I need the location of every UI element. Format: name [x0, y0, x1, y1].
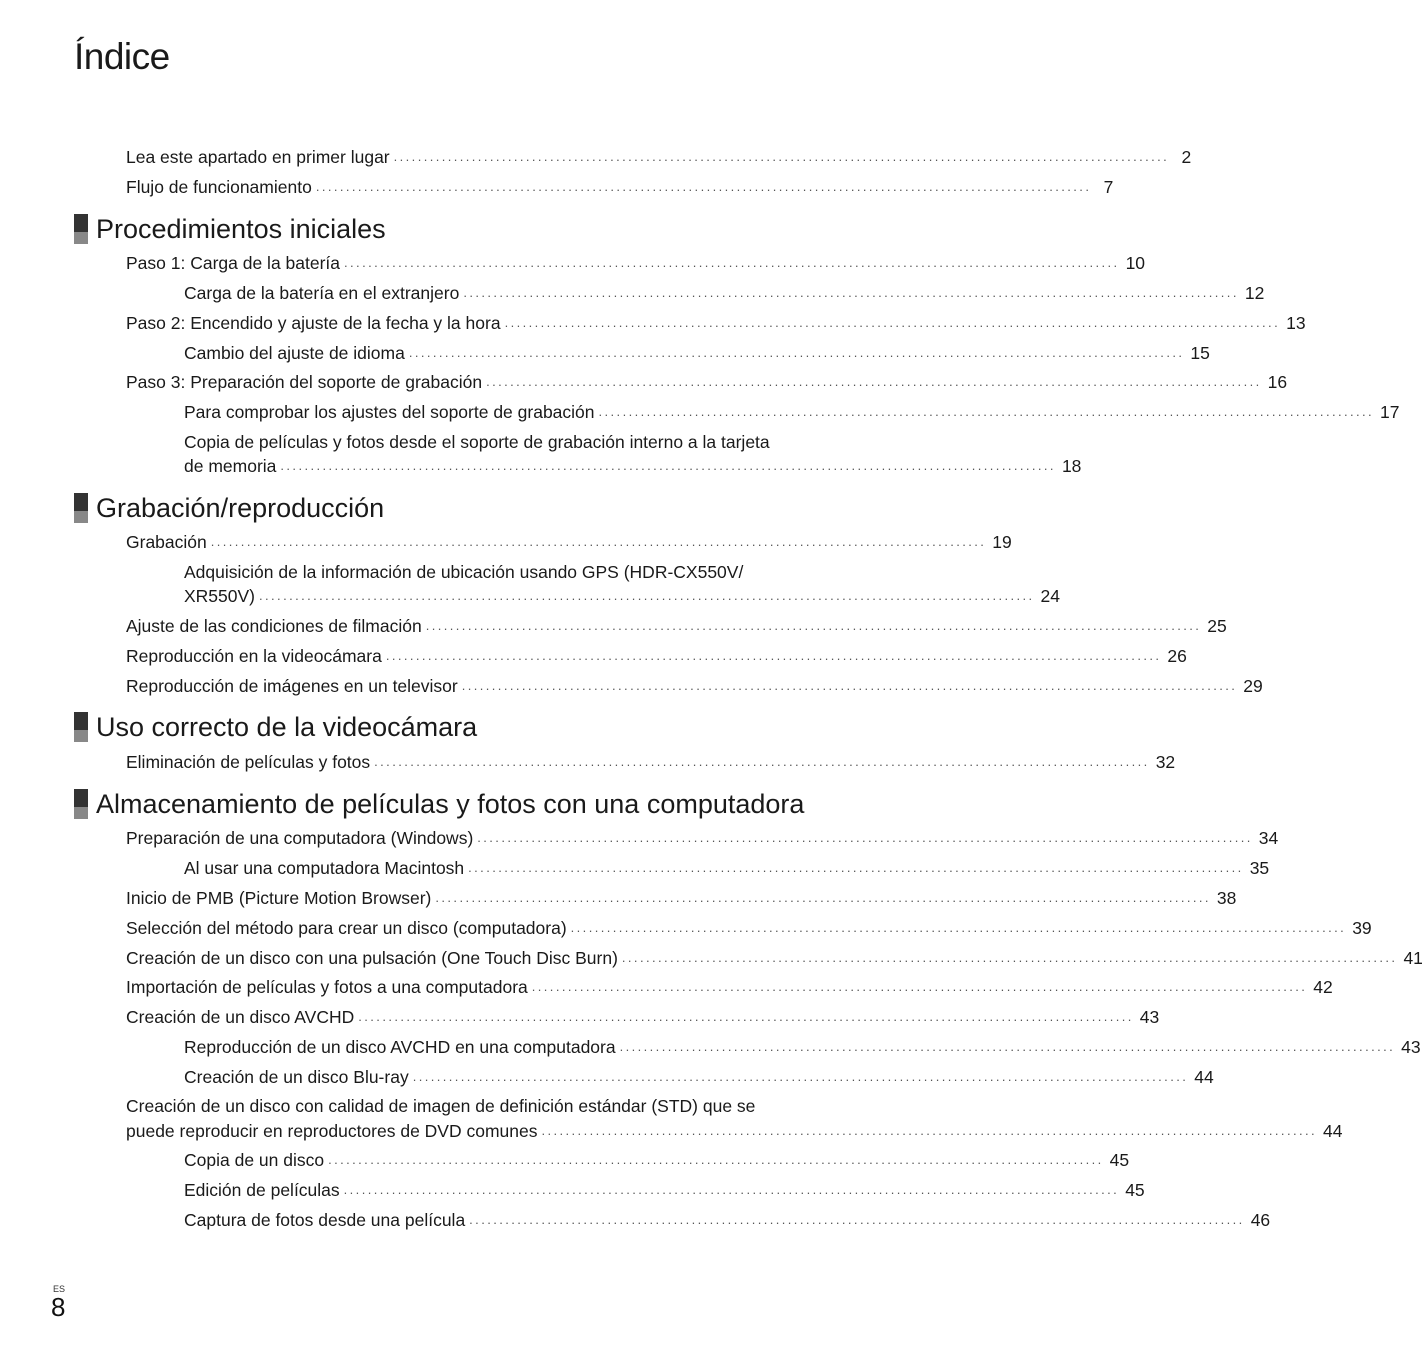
toc-entry-page: 44 — [1194, 1067, 1214, 1087]
toc-entry[interactable]: de memoria ................................................................................................................................. 18 — [184, 456, 1082, 476]
section-marker-icon — [74, 712, 88, 742]
toc-entry[interactable]: Flujo de funcionamiento ................................................................................................................................. 7 — [126, 177, 1114, 197]
toc-entry-page: 7 — [1103, 177, 1114, 197]
section-title: Procedimientos iniciales — [96, 214, 386, 244]
toc-entry-page: 25 — [1207, 616, 1227, 636]
toc-entry-text: Lea este apartado en primer lugar — [126, 145, 394, 169]
section-heading — [74, 711, 477, 743]
toc-entry-page: 16 — [1267, 372, 1288, 392]
toc-entry[interactable]: Reproducción de un disco AVCHD en una computadora ................................................................................................................................. 43 — [184, 1037, 1421, 1057]
toc-entry-text-line1: Copia de películas y fotos desde el soporte de grabación interno a la tarjeta — [184, 432, 770, 452]
footer-page-number: 8 — [51, 1292, 66, 1322]
toc-entry-page: 19 — [992, 532, 1012, 552]
toc-entry-text-line1: Creación de un disco con calidad de imagen de definición estándar (STD) que se — [126, 1096, 756, 1116]
toc-entry-text: Reproducción de un disco AVCHD en una computadora — [184, 1035, 620, 1059]
toc-entry-text: Paso 1: Carga de la batería — [126, 251, 344, 275]
toc-entry[interactable]: XR550V) ................................................................................................................................. 24 — [184, 586, 1061, 606]
toc-entry-text: Creación de un disco Blu-ray — [184, 1065, 413, 1089]
toc-entry-text: Captura de fotos desde una película — [184, 1208, 469, 1232]
section-title: Uso correcto de la videocámara — [96, 712, 478, 742]
toc-entry[interactable]: Edición de películas ................................................................................................................................. 45 — [184, 1180, 1145, 1200]
toc-entry-page: 43 — [1401, 1037, 1421, 1057]
toc-entry-page: 24 — [1040, 586, 1061, 606]
toc-entry-page: 32 — [1155, 752, 1176, 772]
toc-entry[interactable]: Inicio de PMB (Picture Motion Browser) ................................................................................................................................. 38 — [126, 888, 1237, 908]
toc-entry-text: Selección del método para crear un disco (computadora) — [126, 916, 571, 940]
toc-entry-text: Creación de un disco AVCHD — [126, 1005, 358, 1029]
toc-entry-page: 17 — [1380, 402, 1400, 422]
toc-entry-text: Inicio de PMB (Picture Motion Browser) — [126, 886, 435, 910]
toc-entry[interactable]: Paso 2: Encendido y ajuste de la fecha y la hora ................................................................................................................................. 13 — [126, 313, 1306, 333]
toc-entry[interactable]: puede reproducir en reproductores de DVD comunes ................................................................................................................................. 44 — [126, 1121, 1343, 1141]
section-title: Grabación/reproducción — [96, 493, 385, 523]
toc-entry[interactable]: Importación de películas y fotos a una computadora ................................................................................................................................. 42 — [126, 977, 1333, 997]
toc-entry-text: Ajuste de las condiciones de filmación — [126, 614, 426, 638]
section-marker-icon — [74, 493, 88, 523]
toc-entry[interactable]: Creación de un disco con una pulsación (One Touch Disc Burn) ................................................................................................................................. 41 — [126, 948, 1423, 968]
toc-entry-page: 15 — [1190, 343, 1210, 363]
toc-entry-text: Creación de un disco con una pulsación (One Touch Disc Burn) — [126, 946, 622, 970]
section-title: Almacenamiento de películas y fotos con una computadora — [96, 789, 805, 819]
toc-entry-text: Preparación de una computadora (Windows) — [126, 826, 477, 850]
toc-entry-text: Al usar una computadora Macintosh — [184, 856, 468, 880]
toc-entry-text: Paso 3: Preparación del soporte de grabación — [126, 370, 486, 394]
toc-entry-page: 34 — [1258, 828, 1279, 848]
toc-entry[interactable]: Paso 3: Preparación del soporte de grabación ................................................................................................................................. 16 — [126, 372, 1288, 392]
toc-entry-text: Grabación — [126, 530, 211, 554]
section-heading — [74, 492, 384, 524]
toc-entry[interactable]: Selección del método para crear un disco (computadora) ................................................................................................................................. 39 — [126, 918, 1372, 938]
toc-entry-text: Para comprobar los ajustes del soporte de grabación — [184, 400, 599, 424]
toc-entry-page: 39 — [1352, 918, 1372, 938]
toc-entry-page: 43 — [1139, 1007, 1160, 1027]
toc-entry[interactable]: Para comprobar los ajustes del soporte de grabación ................................................................................................................................. 17 — [184, 402, 1400, 422]
toc-entry[interactable]: Copia de un disco ................................................................................................................................. 45 — [184, 1150, 1130, 1170]
toc-entry-page: 29 — [1243, 676, 1263, 696]
toc-entry[interactable]: Grabación ................................................................................................................................. 19 — [126, 532, 1012, 552]
toc-entry[interactable]: Preparación de una computadora (Windows) ................................................................................................................................. 34 — [126, 828, 1279, 848]
toc-entry-text: Reproducción de imágenes en un televisor — [126, 674, 462, 698]
toc-entry-page: 41 — [1403, 948, 1423, 968]
toc-entry-text: Eliminación de películas y fotos — [126, 750, 374, 774]
toc-entry-text: de memoria — [184, 454, 280, 478]
section-heading — [74, 788, 804, 820]
toc-entry-page: 42 — [1313, 977, 1333, 997]
toc-entry[interactable]: Ajuste de las condiciones de filmación ................................................................................................................................. 25 — [126, 616, 1227, 636]
toc-entry[interactable]: Lea este apartado en primer lugar ................................................................................................................................. 2 — [126, 147, 1192, 167]
toc-entry-page: 38 — [1216, 888, 1237, 908]
toc-entry-text: Edición de películas — [184, 1178, 344, 1202]
toc-entry[interactable]: Eliminación de películas y fotos ................................................................................................................................. 32 — [126, 752, 1176, 772]
toc-entry-text: puede reproducir en reproductores de DVD comunes — [126, 1119, 541, 1143]
toc-entry-text: Flujo de funcionamiento — [126, 175, 316, 199]
toc-entry-page: 12 — [1244, 283, 1265, 303]
toc-entry[interactable]: Creación de un disco Blu-ray ................................................................................................................................. 44 — [184, 1067, 1214, 1087]
footer-language-code: ES — [53, 1284, 66, 1294]
toc-entry-text: Carga de la batería en el extranjero — [184, 281, 463, 305]
section-marker-icon — [74, 214, 88, 244]
toc-entry-text: XR550V) — [184, 584, 259, 608]
toc-entry-page: 44 — [1323, 1121, 1343, 1141]
toc-entry-page: 26 — [1167, 646, 1187, 666]
toc-entry[interactable]: Reproducción de imágenes en un televisor ................................................................................................................................. 29 — [126, 676, 1263, 696]
toc-entry-text: Importación de películas y fotos a una computadora — [126, 975, 532, 999]
page-title: Índice — [74, 36, 170, 77]
toc-entry-text: Copia de un disco — [184, 1148, 328, 1172]
section-marker-icon — [74, 789, 88, 819]
toc-entry-page: 35 — [1249, 858, 1270, 878]
toc-entry-page: 10 — [1125, 253, 1146, 273]
toc-entry-page: 13 — [1286, 313, 1306, 333]
toc-entry[interactable]: Cambio del ajuste de idioma ................................................................................................................................. 15 — [184, 343, 1210, 363]
toc-entry-text: Cambio del ajuste de idioma — [184, 341, 409, 365]
toc-entry[interactable]: Captura de fotos desde una película ................................................................................................................................. 46 — [184, 1210, 1271, 1230]
toc-entry[interactable]: Reproducción en la videocámara ................................................................................................................................. 26 — [126, 646, 1187, 666]
toc-entry-page: 46 — [1250, 1210, 1271, 1230]
toc-entry-page: 45 — [1109, 1150, 1130, 1170]
toc-entry[interactable]: Paso 1: Carga de la batería ................................................................................................................................. 10 — [126, 253, 1146, 273]
toc-entry-page: 18 — [1061, 456, 1082, 476]
toc-entry-page: 45 — [1125, 1180, 1145, 1200]
toc-entry[interactable]: Al usar una computadora Macintosh ................................................................................................................................. 35 — [184, 858, 1270, 878]
toc-entry-text: Reproducción en la videocámara — [126, 644, 386, 668]
toc-entry[interactable]: Carga de la batería en el extranjero ................................................................................................................................. 12 — [184, 283, 1265, 303]
toc-entry-text: Paso 2: Encendido y ajuste de la fecha y la hora — [126, 311, 505, 335]
toc-entry[interactable]: Creación de un disco AVCHD ................................................................................................................................. 43 — [126, 1007, 1160, 1027]
toc-entry-text-line1: Adquisición de la información de ubicación usando GPS (HDR-CX550V/ — [184, 562, 744, 582]
section-heading — [74, 213, 386, 245]
toc-entry-page: 2 — [1181, 147, 1192, 167]
